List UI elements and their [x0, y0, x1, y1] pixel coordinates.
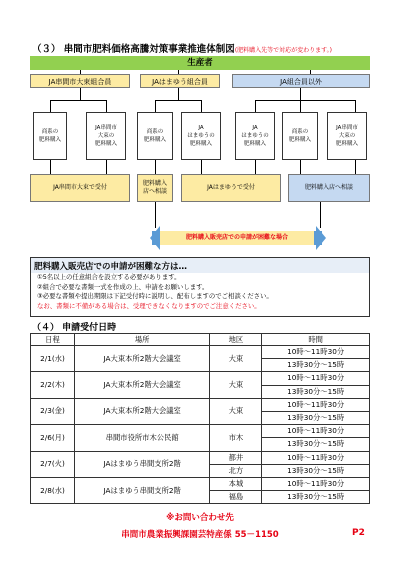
schedule-place: JAはまゆう串間支所2階	[74, 451, 210, 477]
schedule-area: 北方	[210, 464, 262, 477]
producer-bar: 生産者	[30, 56, 370, 70]
schedule-date: 2/7(火)	[31, 451, 75, 477]
schedule-date: 2/2(木)	[31, 372, 75, 398]
connector	[155, 160, 156, 174]
schedule-date: 2/3(金)	[31, 398, 75, 424]
connector	[50, 160, 51, 174]
connector	[355, 160, 356, 174]
connector	[320, 202, 321, 228]
connector	[255, 100, 256, 112]
header-date: 日程	[31, 334, 75, 346]
difficulty-heading: 肥料購入販売店での申請が困難な方は…	[31, 258, 369, 273]
schedule-place: JA大束本所2階大会議室	[74, 346, 210, 372]
connector	[255, 100, 355, 101]
schedule-table	[30, 333, 370, 504]
connector	[155, 100, 156, 112]
schedule-area: 福島	[210, 491, 262, 504]
schedule-time: 10時～11時30分	[262, 477, 370, 490]
difficulty-line: ②組合で必要な書類一式を作成の上、申請をお願いします。	[37, 282, 209, 291]
difficulty-line: ①5名以上の任意組合を設立する必要があります。	[37, 273, 181, 281]
connector	[300, 100, 301, 112]
table-row	[31, 346, 370, 359]
schedule-date: 2/6(月)	[31, 425, 75, 451]
schedule-time: 10時～11時30分	[262, 398, 370, 411]
connector	[106, 160, 107, 174]
schedule-date: 2/1(水)	[31, 346, 75, 372]
contact-line: 串間市農業振興課園芸特産係 55－1150	[121, 530, 279, 540]
connector	[300, 160, 301, 174]
table-row	[31, 477, 370, 490]
dest-consult-store: 肥料購入 店へ相談	[137, 174, 173, 202]
dest-ja-hamayu: JAはまゆうで受付	[181, 174, 281, 202]
connector	[300, 88, 301, 100]
schedule-time: 10時～11時30分	[262, 425, 370, 438]
schedule-place: JAはまゆう串間支所2階	[74, 477, 210, 503]
schedule-time: 13時30分～15時	[262, 491, 370, 504]
purchase-box: 商系の 肥料購入	[33, 112, 67, 160]
schedule-area: 大束	[210, 398, 262, 424]
group-ja-kushima-otsuka: JA串間市大束組合員	[30, 74, 130, 88]
connector	[155, 100, 201, 101]
connector	[201, 100, 202, 112]
schedule-area: 大束	[210, 346, 262, 372]
connector	[155, 202, 156, 228]
purchase-box: JA はまゆうの 肥料購入	[235, 112, 275, 160]
schedule-place: JA大束本所2階大会議室	[74, 398, 210, 424]
schedule-area: 都井	[210, 451, 262, 464]
schedule-place: JA大束本所2階大会議室	[74, 372, 210, 398]
connector	[201, 160, 202, 174]
connector	[355, 100, 356, 112]
schedule-date: 2/8(水)	[31, 477, 75, 503]
purchase-box: JA串間市 大束の 肥料購入	[327, 112, 367, 160]
table-row	[31, 372, 370, 385]
schedule-time: 13時30分～15時	[262, 464, 370, 477]
page-number: P2	[352, 528, 365, 538]
purchase-box: 商系の 肥料購入	[282, 112, 318, 160]
schedule-time: 13時30分～15時	[262, 438, 370, 451]
schedule-place: 串間市役所市木公民館	[74, 425, 210, 451]
difficulty-line: ③必要な書類や提出期限は下記受付時に説明し、配布しますのでご相談ください。	[37, 292, 273, 300]
dest-consult-store: 肥料購入店へ相談	[288, 174, 370, 202]
schedule-time: 10時～11時30分	[262, 451, 370, 464]
section4-title: （４） 申請受付日時	[32, 323, 117, 333]
difficulty-note: なお、書類に不備がある場合は、受理できなくなりますのでご注意ください。	[37, 301, 261, 310]
connector	[50, 100, 106, 101]
schedule-time: 13時30分～15時	[262, 359, 370, 372]
schedule-time: 10時～11時30分	[262, 372, 370, 385]
table-row	[31, 451, 370, 464]
purchase-box: 商系の 肥料購入	[137, 112, 173, 160]
schedule-area: 市木	[210, 425, 262, 451]
dest-ja-otsuka: JA串間市大束で受付	[30, 174, 130, 202]
header-area: 地区	[210, 334, 262, 346]
connector	[178, 88, 179, 100]
header-time: 時間	[262, 334, 370, 346]
group-ja-hamayu: JAはまゆう組合員	[140, 74, 220, 88]
connector	[50, 100, 51, 112]
purchase-box: JA串間市 大束の 肥料購入	[86, 112, 126, 160]
group-non-member: JA組合員以外	[232, 74, 370, 88]
connector	[106, 100, 107, 112]
connector	[80, 88, 81, 100]
difficulty-box	[30, 257, 370, 317]
section3-title: （３） 串間市肥料価格高騰対策事業推進体制図(肥料購入先等で対応が変わります。)	[32, 44, 333, 55]
schedule-time: 13時30分～15時	[262, 385, 370, 398]
table-row	[31, 425, 370, 438]
purchase-box: JA はまゆうの 肥料購入	[181, 112, 221, 160]
schedule-area: 大束	[210, 372, 262, 398]
schedule-time: 10時～11時30分	[262, 346, 370, 359]
schedule-area: 本城	[210, 477, 262, 490]
table-row	[31, 398, 370, 411]
connector	[255, 160, 256, 174]
difficulty-banner: 肥料購入販売店での申請が困難な場合	[152, 231, 322, 245]
contact-title: ※お問い合わせ先	[166, 513, 234, 523]
header-place: 場所	[74, 334, 210, 346]
schedule-time: 13時30分～15時	[262, 411, 370, 424]
arrow-right-icon	[316, 226, 326, 250]
section3-note: (肥料購入先等で対応が変わります。)	[234, 47, 333, 54]
